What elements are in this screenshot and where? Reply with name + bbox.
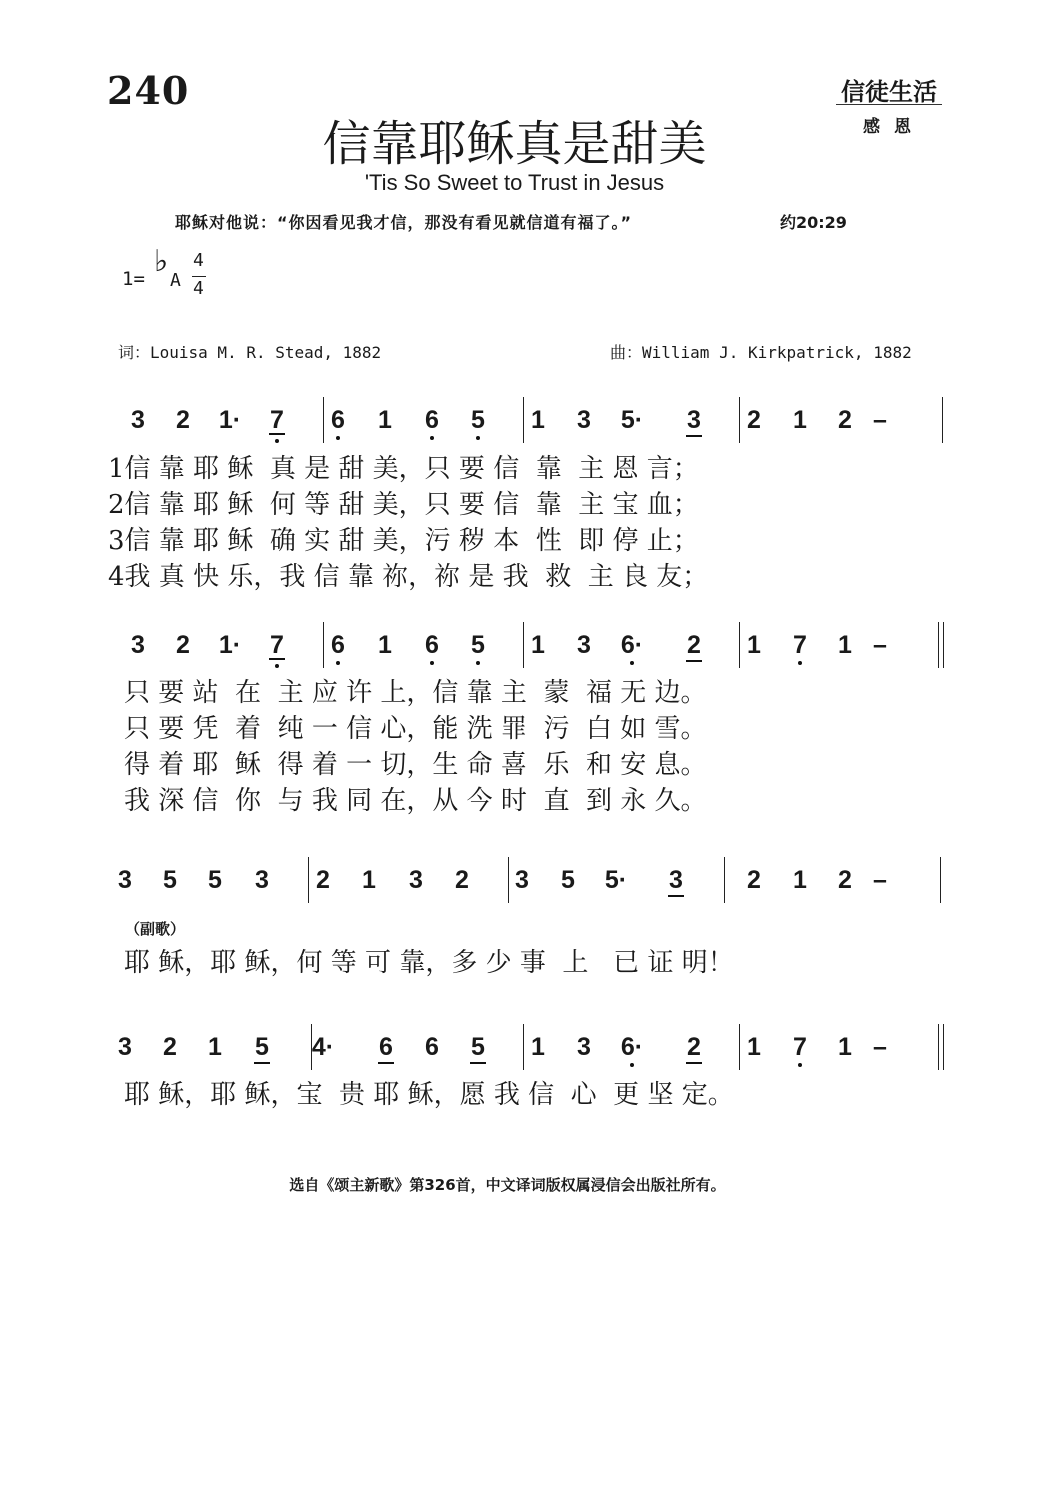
lower-octave-dot <box>336 436 340 440</box>
lower-octave-dot <box>476 436 480 440</box>
lower-octave-dot <box>275 664 279 668</box>
barline <box>739 397 740 443</box>
composer-credit: 曲：William J. Kirkpatrick, 1882 <box>610 343 912 362</box>
note-value: 3 <box>577 1033 591 1061</box>
lyric-line: 耶 稣，耶 稣，何 等 可 靠，多 少 事 上 已 证 明！ <box>124 948 734 978</box>
note-value: 3 <box>577 631 591 659</box>
note <box>370 405 400 435</box>
note <box>168 630 198 660</box>
note-value: 1 <box>838 631 852 659</box>
note-value: 6 <box>379 1033 393 1061</box>
barline <box>523 397 524 443</box>
note-value: 5 <box>255 1033 269 1061</box>
barline <box>308 857 309 903</box>
note-value: 1 <box>378 406 392 434</box>
note-value: 3 <box>255 866 269 894</box>
note-value: 2 <box>316 866 330 894</box>
key-letter: A <box>170 270 181 291</box>
note-value: 7 <box>793 1033 807 1061</box>
note-extension <box>865 1032 895 1062</box>
note-value: – <box>873 631 887 659</box>
note-value: 1 <box>362 866 376 894</box>
note-value: – <box>873 406 887 434</box>
note <box>617 405 647 435</box>
scripture-quote: 耶稣对他说：“你因看见我才信，那没有看见就信道有福了。” <box>175 213 633 232</box>
eighth-note-underline <box>686 1062 702 1064</box>
note-value: 2 <box>687 631 701 659</box>
note <box>262 405 292 435</box>
note-value: 3 <box>131 406 145 434</box>
lower-octave-dot <box>630 1063 634 1067</box>
note <box>401 865 431 895</box>
note <box>830 630 860 660</box>
note <box>200 865 230 895</box>
note-value: 3 <box>409 866 423 894</box>
note-value: 5· <box>604 866 628 894</box>
note <box>830 405 860 435</box>
note <box>601 865 631 895</box>
note-value: 2 <box>747 406 761 434</box>
note-value: – <box>873 1033 887 1061</box>
note <box>323 630 353 660</box>
barline <box>739 622 740 668</box>
time-signature-top: 4 <box>193 250 204 271</box>
note <box>785 630 815 660</box>
note <box>553 865 583 895</box>
note-value: 2 <box>838 866 852 894</box>
note <box>417 630 447 660</box>
note-value: 3 <box>687 406 701 434</box>
note <box>262 630 292 660</box>
eighth-note-underline <box>686 435 702 437</box>
lyric-line: 1信 靠 耶 稣 真 是 甜 美，只 要 信 靠 主 恩 言； <box>108 454 699 484</box>
lower-octave-dot <box>275 439 279 443</box>
note-value: 5 <box>163 866 177 894</box>
note <box>354 865 384 895</box>
note-value: 3 <box>118 866 132 894</box>
note <box>617 630 647 660</box>
note-extension <box>865 405 895 435</box>
lyric-line: 耶 稣，耶 稣，宝 贵 耶 稣，愿 我 信 心 更 坚 定。 <box>124 1080 734 1110</box>
note-value: 6· <box>620 1033 644 1061</box>
note <box>617 1032 647 1062</box>
note <box>661 865 691 895</box>
note-value: 1 <box>793 406 807 434</box>
lower-octave-dot <box>336 661 340 665</box>
barline <box>508 857 509 903</box>
note <box>417 405 447 435</box>
note <box>308 865 338 895</box>
note <box>110 865 140 895</box>
note <box>247 865 277 895</box>
note-value: 1 <box>838 1033 852 1061</box>
note <box>308 1032 338 1062</box>
note <box>507 865 537 895</box>
lyric-line: 得 着 耶 稣 得 着 一 切，生 命 喜 乐 和 安 息。 <box>124 750 707 780</box>
note-value: 5 <box>471 631 485 659</box>
note-extension <box>865 630 895 660</box>
note-value: 6 <box>425 406 439 434</box>
note <box>215 405 245 435</box>
note <box>200 1032 230 1062</box>
note-value: 6 <box>425 631 439 659</box>
eighth-note-underline <box>269 658 285 660</box>
lyric-line: 只 要 凭 着 纯 一 信 心，能 洗 罪 污 白 如 雪。 <box>124 714 707 744</box>
note-value: 1 <box>793 866 807 894</box>
refrain-label: （副歌） <box>125 920 186 938</box>
note <box>739 1032 769 1062</box>
eighth-note-underline <box>668 895 684 897</box>
lyric-line: 2信 靠 耶 稣 何 等 甜 美，只 要 信 靠 主 宝 血； <box>108 490 699 520</box>
eighth-note-underline <box>686 660 702 662</box>
note <box>447 865 477 895</box>
note <box>168 405 198 435</box>
note-value: 1 <box>747 631 761 659</box>
note-value: 6 <box>331 406 345 434</box>
note <box>569 405 599 435</box>
note-value: 2 <box>838 406 852 434</box>
note <box>523 405 553 435</box>
note-value: 5· <box>620 406 644 434</box>
note <box>739 405 769 435</box>
scripture-reference: 约20:29 <box>780 213 847 232</box>
barline <box>323 397 324 443</box>
hymn-number: 240 <box>107 68 190 113</box>
time-signature-divider <box>192 276 206 277</box>
final-double-barline <box>938 622 944 668</box>
note-value: 7 <box>270 406 284 434</box>
note-value: 1 <box>531 631 545 659</box>
note <box>417 1032 447 1062</box>
note-value: 6 <box>425 1033 439 1061</box>
note-value: 3 <box>669 866 683 894</box>
note <box>679 630 709 660</box>
note <box>679 1032 709 1062</box>
lyric-line: 我 深 信 你 与 我 同 在，从 今 时 直 到 永 久。 <box>124 786 707 816</box>
barline <box>311 1024 312 1070</box>
eighth-note-underline <box>269 433 285 435</box>
lower-octave-dot <box>430 661 434 665</box>
note <box>123 630 153 660</box>
note-value: 5 <box>561 866 575 894</box>
barline <box>942 397 943 443</box>
barline <box>739 1024 740 1070</box>
note-value: 2 <box>163 1033 177 1061</box>
barline <box>523 622 524 668</box>
note-value: 5 <box>471 406 485 434</box>
flat-icon: ♭ <box>154 244 169 279</box>
note-value: 3 <box>515 866 529 894</box>
note <box>110 1032 140 1062</box>
hymn-english-title: 'Tis So Sweet to Trust in Jesus <box>364 170 665 195</box>
note <box>785 865 815 895</box>
lyric-line: 4我 真 快 乐，我 信 靠 祢，祢 是 我 救 主 良 友； <box>108 562 709 592</box>
lyric-line: 3信 靠 耶 稣 确 实 甜 美，污 秽 本 性 即 停 止； <box>108 526 699 556</box>
note <box>830 865 860 895</box>
note <box>370 630 400 660</box>
eighth-note-underline <box>378 1062 394 1064</box>
barline <box>724 857 725 903</box>
note-value: 2 <box>455 866 469 894</box>
note-value: 7 <box>270 631 284 659</box>
barline <box>323 622 324 668</box>
note <box>215 630 245 660</box>
lyric-line: 只 要 站 在 主 应 许 上，信 靠 主 蒙 福 无 边。 <box>124 678 707 708</box>
note <box>463 630 493 660</box>
note <box>155 865 185 895</box>
note <box>523 1032 553 1062</box>
note <box>155 1032 185 1062</box>
note <box>569 1032 599 1062</box>
note <box>123 405 153 435</box>
lower-octave-dot <box>476 661 480 665</box>
key-prefix: 1= <box>122 268 145 290</box>
hymn-title: 信靠耶稣真是甜美 <box>322 116 707 172</box>
note <box>569 630 599 660</box>
lyricist-credit: 词：Louisa M. R. Stead, 1882 <box>118 343 382 362</box>
note-value: – <box>873 866 887 894</box>
note <box>739 630 769 660</box>
note-value: 6 <box>331 631 345 659</box>
note <box>371 1032 401 1062</box>
note-value: 2 <box>176 631 190 659</box>
note <box>679 405 709 435</box>
note-value: 5 <box>471 1033 485 1061</box>
note-value: 3 <box>577 406 591 434</box>
barline <box>940 857 941 903</box>
note-value: 1· <box>218 406 242 434</box>
note <box>463 405 493 435</box>
note <box>323 405 353 435</box>
subcategory-label: 感 恩 <box>863 117 915 137</box>
note-value: 7 <box>793 631 807 659</box>
note-value: 1 <box>378 631 392 659</box>
note-value: 1 <box>531 406 545 434</box>
note-value: 6· <box>620 631 644 659</box>
note-value: 4· <box>311 1033 335 1061</box>
note-value: 2 <box>176 406 190 434</box>
note <box>739 865 769 895</box>
lower-octave-dot <box>430 436 434 440</box>
final-double-barline <box>938 1024 944 1070</box>
note-value: 3 <box>131 631 145 659</box>
note-extension <box>865 865 895 895</box>
note <box>830 1032 860 1062</box>
note-value: 1 <box>747 1033 761 1061</box>
note-value: 2 <box>747 866 761 894</box>
note <box>247 1032 277 1062</box>
lower-octave-dot <box>798 661 802 665</box>
note <box>463 1032 493 1062</box>
note-value: 3 <box>118 1033 132 1061</box>
note-value: 5 <box>208 866 222 894</box>
lower-octave-dot <box>630 661 634 665</box>
note-value: 2 <box>687 1033 701 1061</box>
note-value: 1 <box>531 1033 545 1061</box>
note <box>523 630 553 660</box>
time-signature-bottom: 4 <box>193 278 204 299</box>
eighth-note-underline <box>470 1062 486 1064</box>
eighth-note-underline <box>254 1062 270 1064</box>
note <box>785 405 815 435</box>
category-label: 信徒生活 <box>841 77 937 106</box>
barline <box>523 1024 524 1070</box>
copyright-footer: 选自《颂主新歌》第326首，中文译词版权属浸信会出版社所有。 <box>289 1176 726 1194</box>
note-value: 1· <box>218 631 242 659</box>
lower-octave-dot <box>798 1063 802 1067</box>
note-value: 1 <box>208 1033 222 1061</box>
note <box>785 1032 815 1062</box>
